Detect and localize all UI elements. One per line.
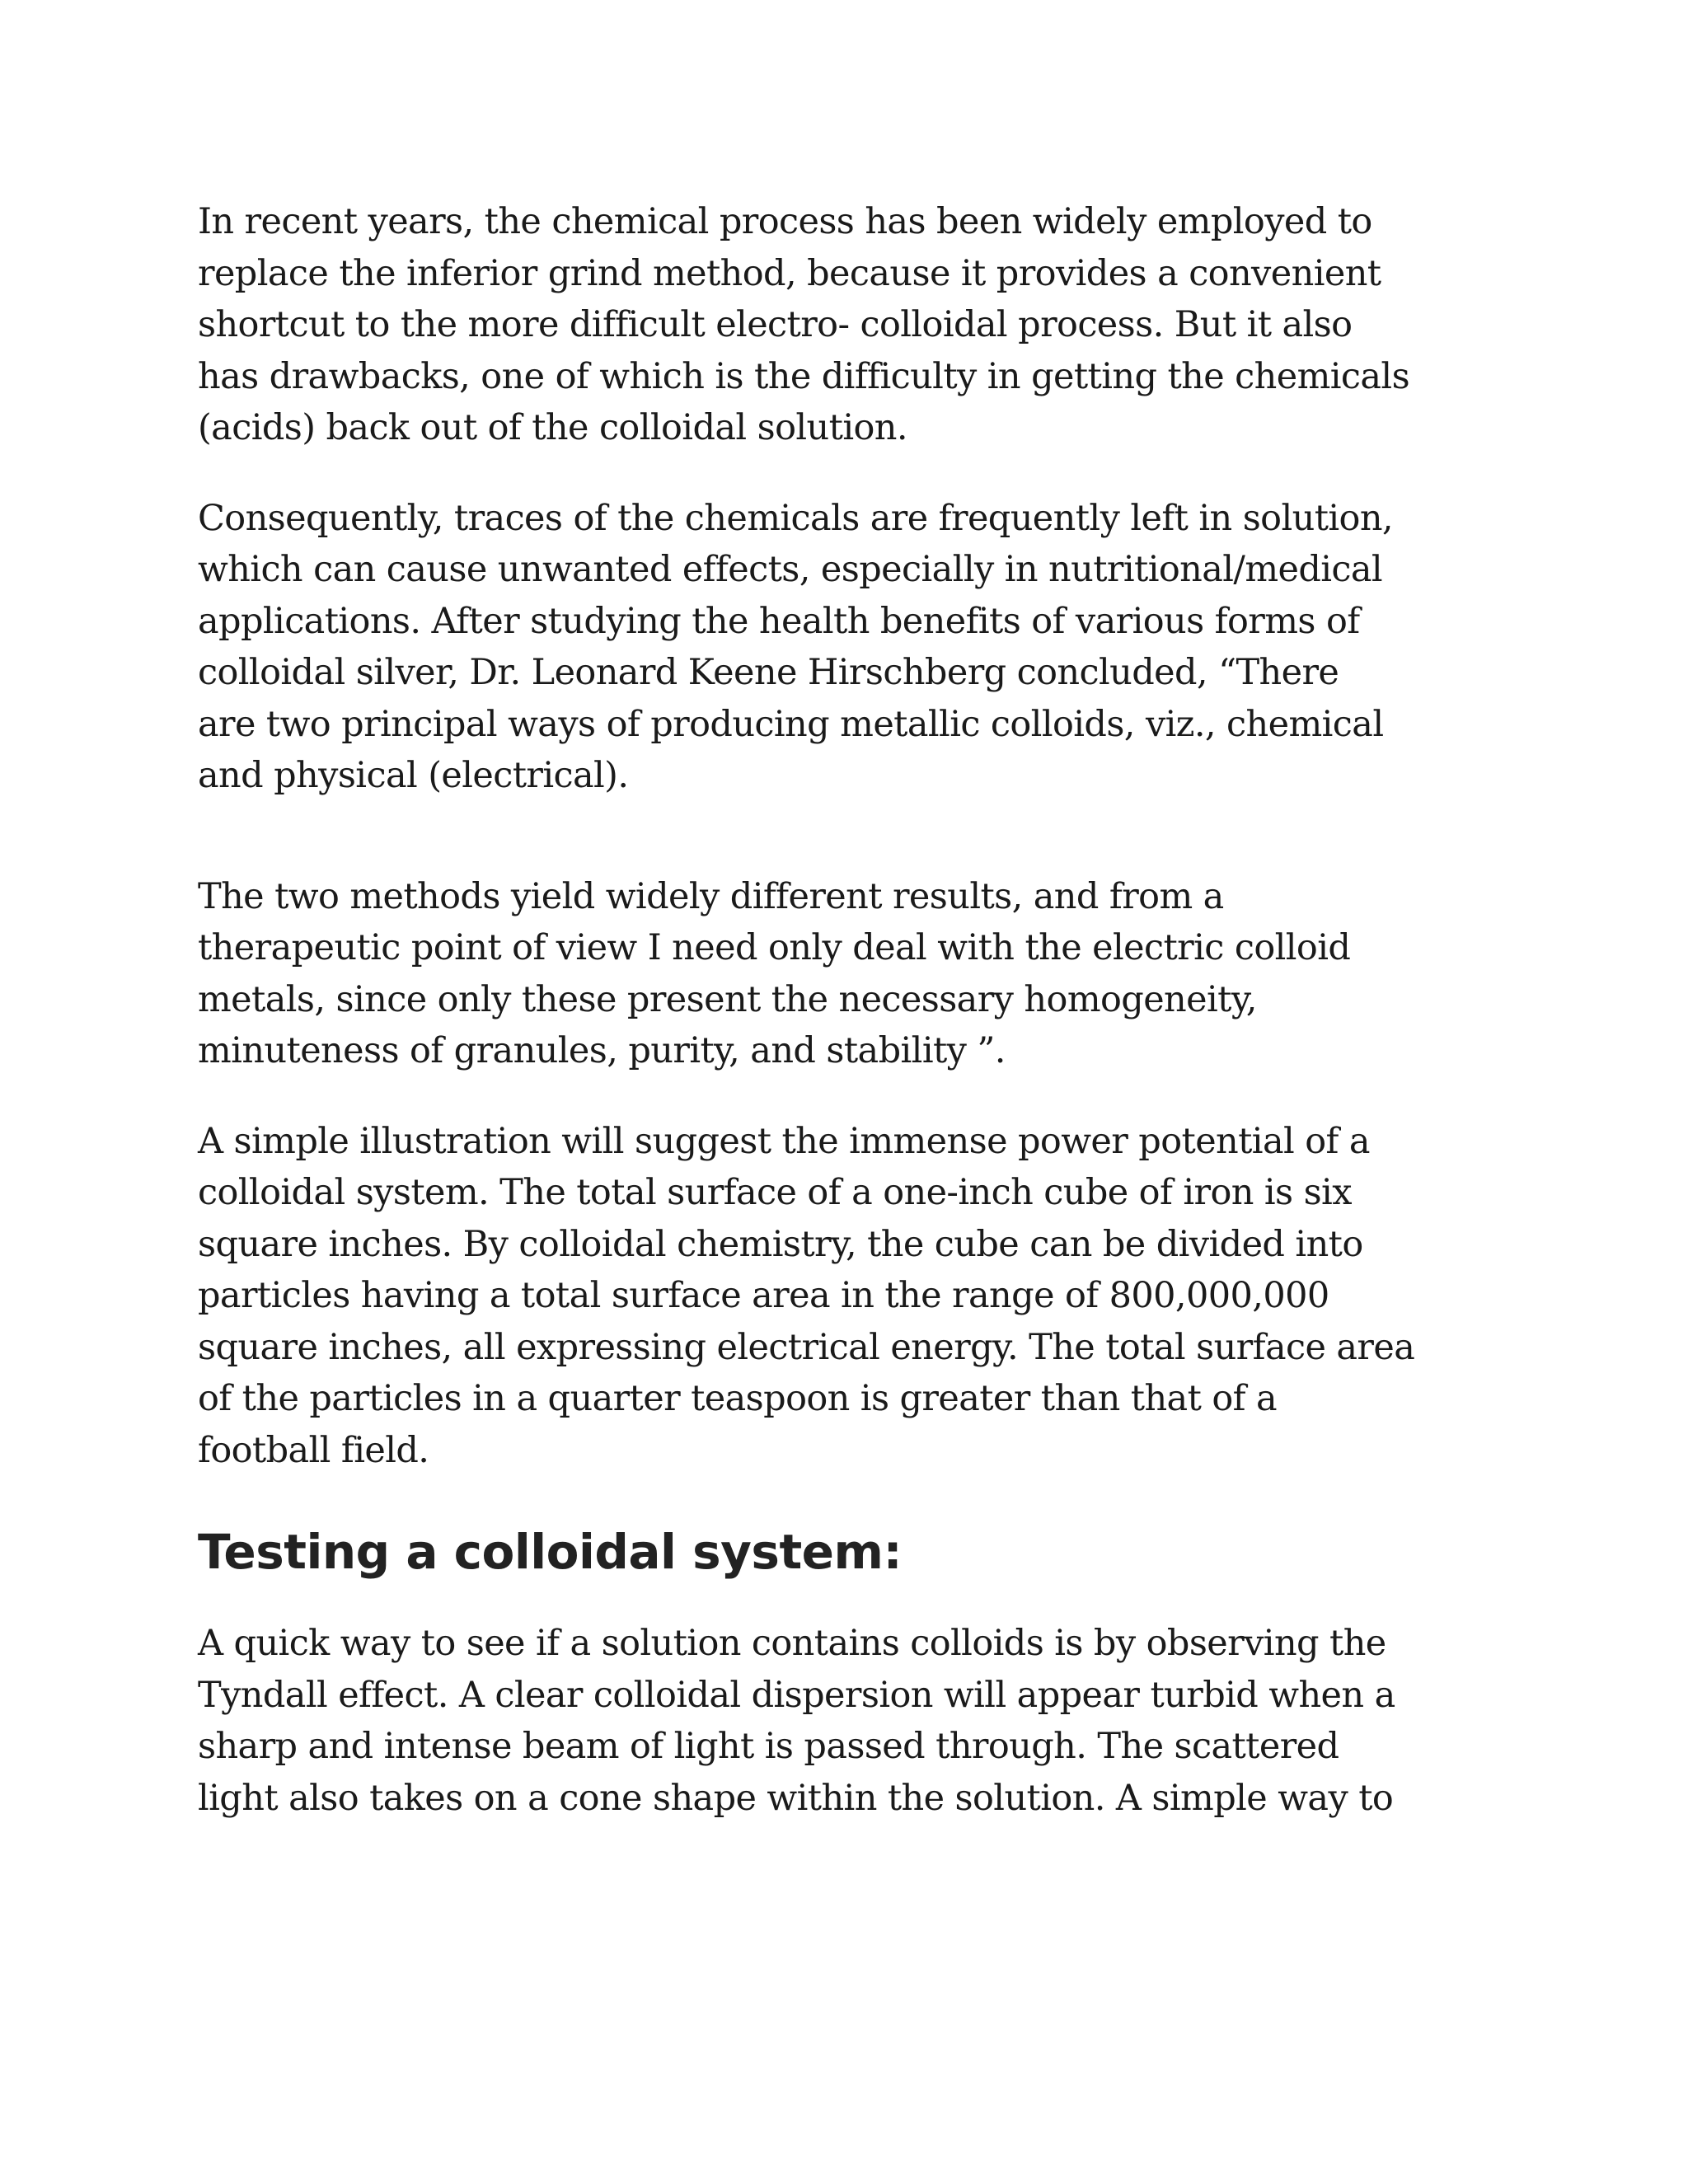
paragraph-simple-illustration: A simple illustration will suggest the immense power potential of a colloidal system. The total surface of a one-inch cube of iron is six square inches. By colloidal chemistry, the cube can be divided into particles having a total surface area in the range of 800,000,000 square inches, all expressing electrical energy. The total surface area of the particles in a quarter teaspoon is greater than that of a football field.: [198, 1120, 1415, 1471]
paragraph-quick-way: A quick way to see if a solution contains colloids is by observing the Tyndall effect. A clear colloidal dispersion will appear turbid when a sharp and intense beam of light is passed through. The scattered light also takes on a cone shape within the solution. A simple way to: [198, 1623, 1395, 1819]
section-heading: Testing a colloidal system:: [198, 1524, 903, 1580]
document-page: [198, 196, 1533, 1824]
paragraph-chemical-process: In recent years, the chemical process has been widely employed to replace the inferior grind method, because it provides a convenient shortcut to the more difficult electro- colloidal process. But it also has drawbacks, one of which is the difficulty in getting the chemicals (acids) back out of the colloidal solution.: [198, 201, 1410, 448]
paragraph-two-methods: The two methods yield widely different results, and from a therapeutic point of view I need only deal with the electric colloid metals, since only these present the necessary homogeneity, minuteness of granules, purity, and stability ”.: [198, 875, 1351, 1071]
paragraph-consequently: Consequently, traces of the chemicals are frequently left in solution, which can cause unwanted effects, especially in nutritional/medical applications. After studying the health benefits of various forms of colloidal silver, Dr. Leonard Keene Hirschberg concluded, “There are two principal ways of producing metallic colloids, viz., chemical and physical (electrical).: [198, 497, 1394, 796]
